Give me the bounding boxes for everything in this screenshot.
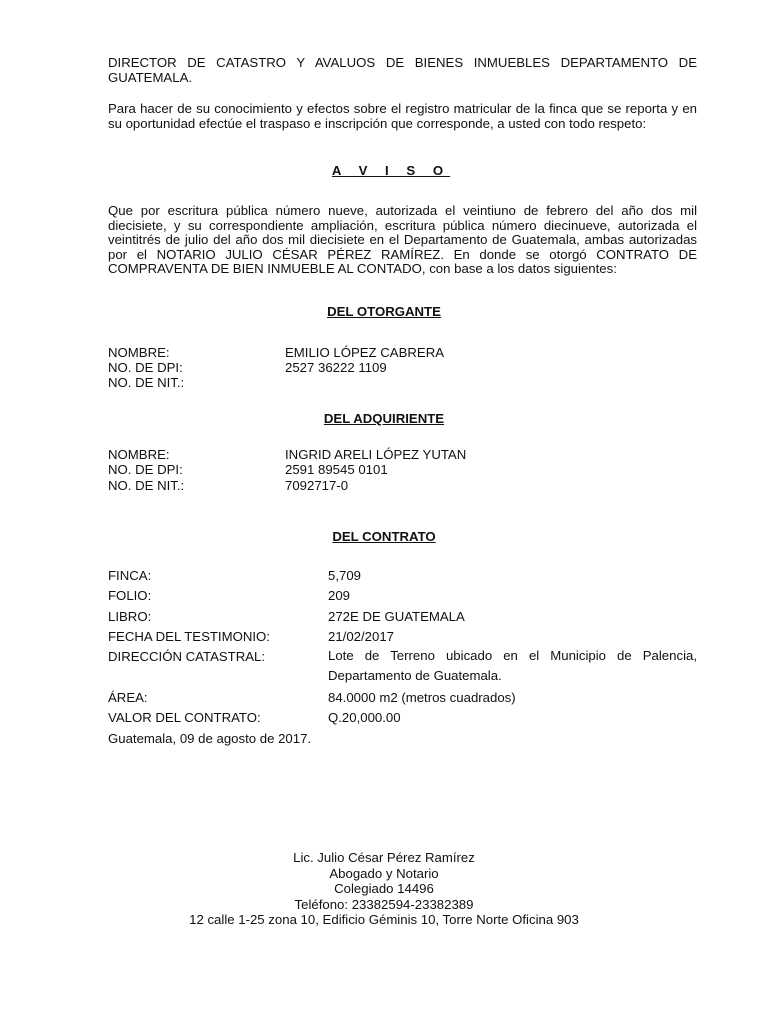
valor-contrato-label: VALOR DEL CONTRATO:: [108, 710, 261, 725]
otorgante-nombre-value: EMILIO LÓPEZ CABRERA: [285, 345, 445, 360]
intro-paragraph: Para hacer de su conocimiento y efectos sobre el registro matricular de la finca que se reporta y en su oportunidad efectúe el traspaso e inscripción que corresponde, a usted con todo respeto:: [108, 101, 697, 131]
finca-label: FINCA:: [108, 568, 152, 583]
adquiriente-dpi-value: 2591 89545 0101: [285, 462, 388, 477]
finca-value: 5,709: [328, 568, 362, 583]
signatory-address: 12 calle 1-25 zona 10, Edificio Géminis 10, Torre Norte Oficina 903: [189, 912, 579, 927]
otorgante-dpi-value: 2527 36222 1109: [285, 360, 387, 375]
direccion-catastral-value: Lote de Terreno ubicado en el Municipio de Palencia, Departamento de Guatemala.: [328, 648, 697, 683]
adquiriente-nit-label: NO. DE NIT.:: [108, 478, 185, 493]
direccion-catastral-label: DIRECCIÓN CATASTRAL:: [108, 649, 266, 664]
adquiriente-nombre-label: NOMBRE:: [108, 447, 170, 462]
fecha-testimonio-label: FECHA DEL TESTIMONIO:: [108, 629, 270, 644]
otorgante-nit-label: NO. DE NIT.:: [108, 375, 185, 390]
signatory-telefono: Teléfono: 23382594-23382389: [294, 897, 474, 912]
otorgante-dpi-label: NO. DE DPI:: [108, 360, 183, 375]
valor-contrato-value: Q.20,000.00: [328, 710, 401, 725]
contrato-title: DEL CONTRATO: [332, 529, 436, 544]
signatory-title: Abogado y Notario: [329, 866, 439, 881]
adquiriente-nit-value: 7092717-0: [285, 478, 349, 493]
folio-value: 209: [328, 588, 351, 603]
aviso-title: A V I S O: [331, 163, 451, 178]
area-value: 84.0000 m2 (metros cuadrados): [328, 690, 516, 705]
folio-label: FOLIO:: [108, 588, 152, 603]
otorgante-title: DEL OTORGANTE: [327, 304, 441, 319]
adquiriente-nombre-value: INGRID ARELI LÓPEZ YUTAN: [285, 447, 467, 462]
signatory-colegiado: Colegiado 14496: [334, 881, 434, 896]
area-label: ÁREA:: [108, 690, 148, 705]
place-date: Guatemala, 09 de agosto de 2017.: [108, 731, 312, 746]
aviso-paragraph: Que por escritura pública número nueve, autorizada el veintiuno de febrero del año dos mil diecisiete, y su correspondiente ampliación, escritura pública número diecinueve, autorizada el veintitrés de julio del año dos mil diecisiete en el Departamento de Guatemala, ambas autorizadas por el NOTARIO JULIO CÉSAR PÉREZ RAMÍREZ. En donde se otorgó CONTRATO DE COMPRAVENTA DE BIEN INMUEBLE AL CONTADO, con base a los datos siguientes:: [108, 203, 697, 277]
libro-value: 272E DE GUATEMALA: [328, 609, 465, 624]
signatory-name: Lic. Julio César Pérez Ramírez: [293, 850, 475, 865]
recipient-heading: DIRECTOR DE CATASTRO Y AVALUOS DE BIENES INMUEBLES DEPARTAMENTO DE GUATEMALA.: [108, 55, 697, 85]
libro-label: LIBRO:: [108, 609, 152, 624]
adquiriente-dpi-label: NO. DE DPI:: [108, 462, 183, 477]
otorgante-nombre-label: NOMBRE:: [108, 345, 170, 360]
fecha-testimonio-value: 21/02/2017: [328, 629, 395, 644]
adquiriente-title: DEL ADQUIRIENTE: [323, 411, 445, 426]
